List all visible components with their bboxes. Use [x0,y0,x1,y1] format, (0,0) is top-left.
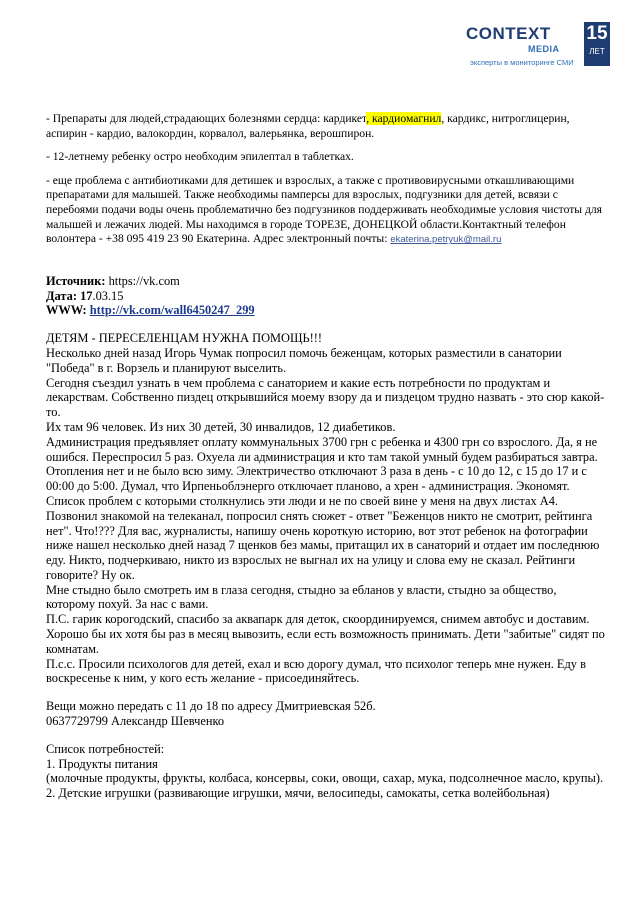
article-line: П.С. гарик корогодский, спасибо за аквапарк для деток, скоординируемся, снимем автобус и доставим. Хорошо бы их хотя бы раз в месяц вывозить, если есть возможность принимать. Дети "забитые" сидят по комнатам. [46,612,605,656]
p3-text: - еще проблема с антибиотиками для детишек и взрослых, а также с противовирусными откашливающими препаратами для малышей. Также необходимы памперсы для взрослых, подгузники для детей, всвязи с перебоями подачи воды очень проблематично без подгузников поддерживать необходимые условия чистоты для малышей и лежачих людей. Мы находимся в городе ТОРЕЗЕ, ДОНЕЦКОЙ области.Контактный телефон волонтера - +38 095 419 23 90 Екатерина. Адрес электронный почты: [46,173,602,246]
article-line: П.с.с. Просили психологов для детей, ехал и всю дорогу думал, что психолог теперь мне нужен. Еду в воскресенье к ним, у кого есть желание - присоединяйтесь. [46,656,586,686]
document-body [46,112,606,801]
logo-brand: CONTEXT [466,24,551,43]
www-link[interactable]: http://vk.com/wall6450247_299 [89,303,255,318]
date-rest: .03.15 [92,288,124,303]
epilepsy-paragraph: - 12-летнему ребенку остро необходим эпилептал в таблетках. [46,150,354,164]
needs-title: Список потребностей: [46,741,165,756]
antibiotics-paragraph [46,174,606,248]
p1-text-b: , кардикс, нитроглицерин, аспирин - кардио, валокордин, корвалол, валерьянка, верошпирон. [46,112,570,140]
article-line: Несколько дней назад Игорь Чумак попросил помочь беженцам, которых разместили в санатории "Победа" в г. Ворзель и планируют выселить. [46,345,562,375]
source-label: Источник: [46,273,106,288]
article-line: ДЕТЯМ - ПЕРЕСЕЛЕНЦАМ НУЖНА ПОМОЩЬ!!! [46,331,322,346]
date-label: Дата: [46,288,77,303]
needs-item: 1. Продукты питания [46,756,158,771]
www-label: WWW: [46,303,87,318]
logo-sub: MEDIA [528,44,560,54]
source-value: https://vk.com [105,273,180,288]
needs-item: 2. Детские игрушки (развивающие игрушки, мячи, велосипеды, самокаты, сетка волейбольная) [46,786,550,801]
article-line: Мне стыдно было смотреть им в глаза сегодня, стыдно за ебланов у власти, стыдно за общество, которому похуй. За нас с вами. [46,582,557,612]
article-line: Их там 96 человек. Из них 30 детей, 30 инвалидов, 12 диабетиков. [46,419,396,434]
heart-medicine-paragraph [46,112,606,141]
highlighted-term: , кардиомагнил [366,112,442,125]
date-day: 17 [76,288,93,303]
email-link[interactable]: ekaterina.petryuk@mail.ru [390,234,502,246]
date-line [46,289,606,304]
article-line: Сегодня съездил узнать в чем проблема с санаторием и какие есть потребности по продуктам и лекарствам. Собственно пиздец открывшийся моему взору да и пиздецом трудно назвать - это сюр какой-то. [46,375,605,420]
delivery-address: Вещи можно передать с 11 до 18 по адресу Дмитриевская 52б. [46,699,376,714]
contact-phone: 0637729799 Александр Шевченко [46,714,225,729]
badge-number: 15 [586,23,608,44]
logo-tagline: эксперты в мониторинге СМИ [470,58,574,67]
volunteer-request-block [46,112,606,248]
article-text [46,331,606,686]
badge-label: ЛЕТ [589,47,605,56]
article-line: Администрация предъявляет оплату коммунальных 3700 грн с ребенка и 4300 грн со взрослого. Да, я не ошибся. Переспросил 5 раз. Охуела ли администрация и кто там такой умный будем разбираться завтра. Отопления нет и не было всю зиму. Электричество отключают 3 раза в день - с 10 до 12, с 15 до 17 и с 00:00 до 5:00. Думал, что Ирпеньоблэнерго отключает планово, а хрен - администрация. Экономят. Список проблем с которыми столкнулись эти люди и не по своей вине у меня на двух листах А4. Позвонил знакомой на телеканал, попросил снять сюжет - ответ "Беженцов никто не смотрит, рейтинга нет". Что!??? Для вас, журналисты, напишу очень короткую историю, вот этот ребенок на фотографии ниже нашел несколько дней назад 7 щенков без мамы, притащил их в санаторий и отдает им последнюю еду. Никто, подчеркиваю, никто из взрослых не выгнал их на улицу и слова ему не сказал. Рейтинги говорите? Ну ок. [46,434,600,582]
source-line [46,274,606,289]
logo-anniversary-badge [584,22,610,66]
needs-item: (молочные продукты, фрукты, колбаса, консервы, соки, овощи, сахар, мука, подсолнечное масло, крупы). [46,771,604,786]
context-media-logo [462,18,612,76]
p1-text-a: - Препараты для людей,страдающих болезнями сердца: кардикет [46,112,367,125]
www-line [46,303,606,318]
